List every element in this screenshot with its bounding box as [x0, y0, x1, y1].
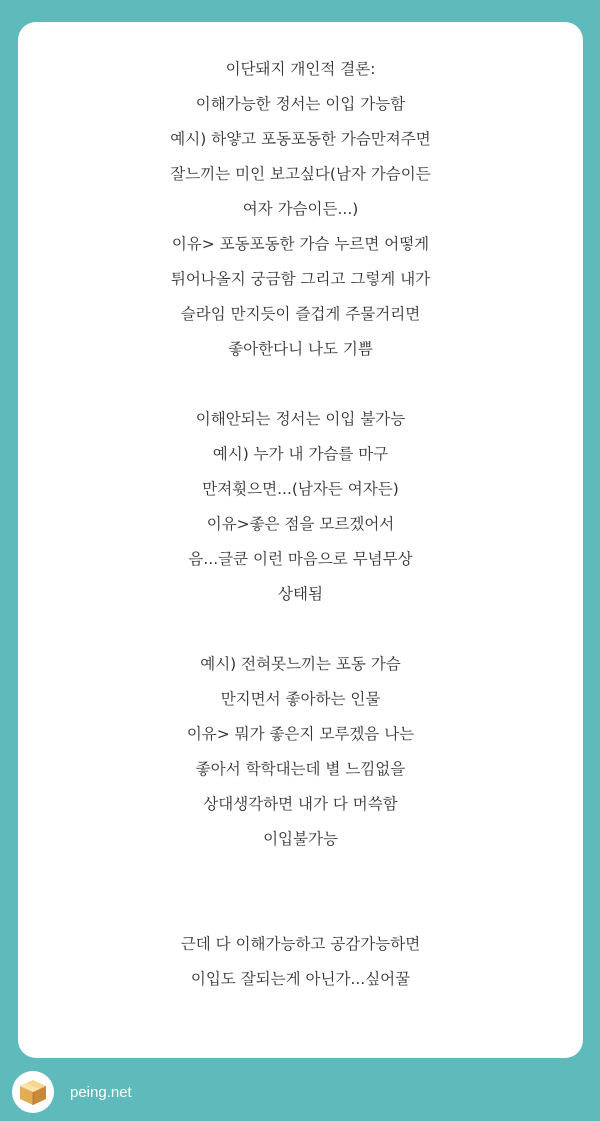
message-line: 만져휫으면...(남자든 여자든) — [202, 480, 399, 498]
cardboard-box-icon — [12, 1071, 54, 1113]
message-card — [18, 22, 583, 1058]
message-line-blank — [18, 612, 583, 647]
message-line: 여자 가슴이든...) — [242, 200, 359, 218]
message-line: 좋아서 학학대는데 별 느낌없을 — [195, 760, 406, 778]
message-line: 예시) 하얗고 포동포동한 가슴만져주면 — [170, 130, 431, 148]
message-line: 이단돼지 개인적 결론: — [225, 60, 376, 78]
message-line: 상태됨 — [278, 585, 323, 603]
brand-name[interactable]: peing.net — [70, 1083, 132, 1101]
footer — [12, 1071, 132, 1113]
message-line: 예시) 누가 내 가슴를 마구 — [212, 445, 389, 463]
message-line: 근데 다 이해가능하고 공감가능하면 — [180, 935, 421, 953]
message-line: 상대생각하면 내가 다 머쓱함 — [203, 795, 398, 813]
message-line: 이유> 포동포동한 가슴 누르면 어떻게 — [171, 235, 430, 253]
message-line: 이입불가능 — [263, 830, 338, 848]
message-line: 튀어나올지 궁금함 그리고 그렇게 내가 — [170, 270, 431, 288]
message-line: 이해안되는 정서는 이입 불가능 — [195, 410, 406, 428]
message-line-blank — [18, 367, 583, 402]
message-line: 잘느끼는 미인 보고싶다(남자 가슴이든 — [170, 165, 431, 183]
message-line: 이유> 뭐가 좋은지 모루겠음 나는 — [186, 725, 415, 743]
message-line: 이해가능한 정서는 이입 가능함 — [195, 95, 406, 113]
message-line-blank — [18, 857, 583, 892]
message-line: 이입도 잘되는게 아닌가...싶어꿀 — [190, 970, 411, 988]
message-line: 좋아한다니 나도 기쁨 — [228, 340, 373, 358]
message-line: 음...글쿤 이런 마음으로 무념무상 — [188, 550, 413, 568]
message-line: 만지면서 좋아하는 인물 — [220, 690, 381, 708]
message-line-blank — [18, 892, 583, 927]
message-line: 이유>좋은 점을 모르겠어서 — [206, 515, 395, 533]
message-line: 슬라임 만지듯이 즐겁게 주물거리면 — [180, 305, 421, 323]
message-line: 예시) 전혀못느끼는 포동 가슴 — [200, 655, 401, 673]
message-body — [18, 52, 583, 997]
